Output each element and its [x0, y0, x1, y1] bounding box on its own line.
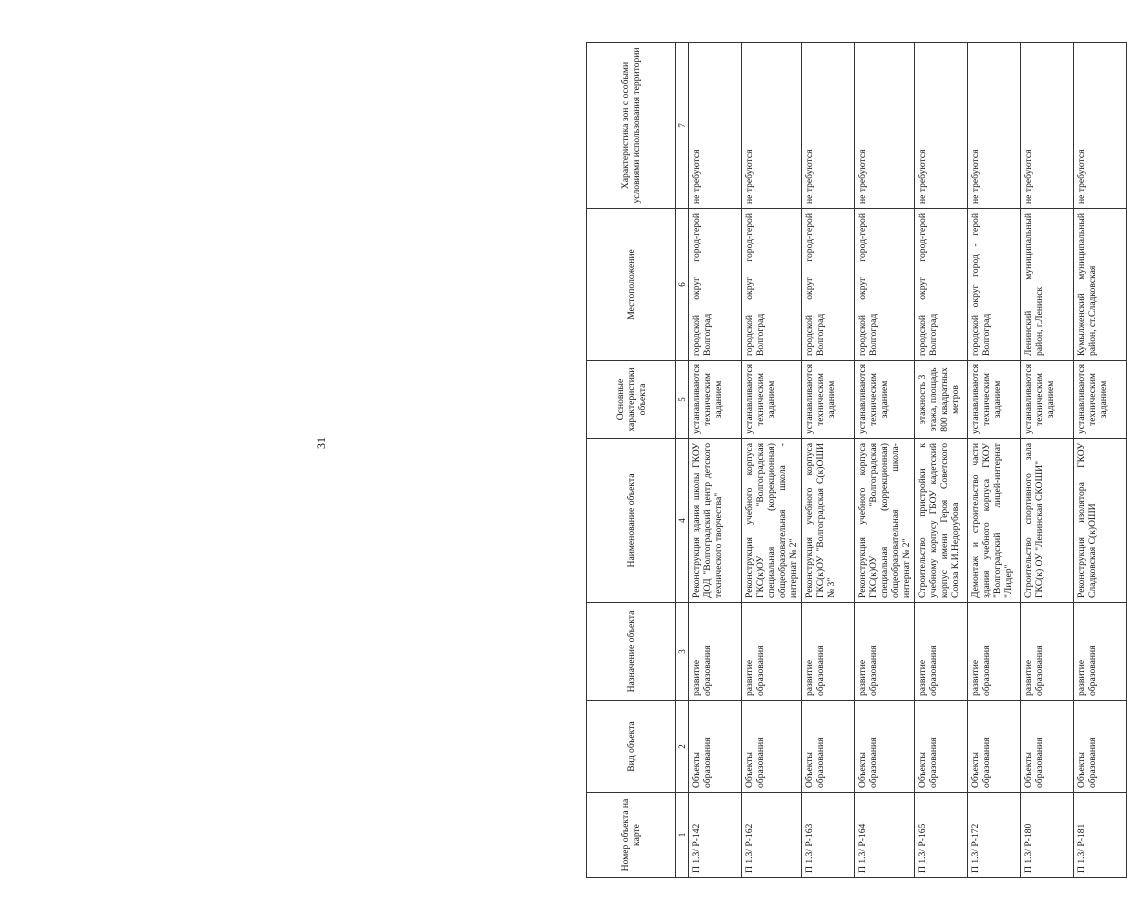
zone-characteristics: не требуются: [802, 43, 855, 209]
object-number: П 1.3/ Р-162: [742, 793, 802, 878]
column-number: 6: [676, 209, 689, 361]
object-location: городской округ город - герой Волгоград: [968, 209, 1021, 361]
object-purpose: развитие образования: [742, 603, 802, 701]
object-location: Кумылженский муниципальный район, ст.Сладковская: [1074, 209, 1127, 361]
object-type: Объекты образования: [1074, 701, 1127, 793]
column-number-row: [676, 43, 689, 878]
object-purpose: развитие образования: [1021, 603, 1074, 701]
object-type: Объекты образования: [855, 701, 915, 793]
zone-characteristics: не требуются: [968, 43, 1021, 209]
zone-characteristics: не требуются: [689, 43, 742, 209]
object-location: Ленинский муниципальный район, г.Ленинск: [1021, 209, 1074, 361]
object-type: Объекты образования: [915, 701, 968, 793]
object-characteristics: устанавливаются техническим заданием: [689, 361, 742, 439]
column-header: Основные характеристики объекта: [587, 361, 676, 439]
column-number: 4: [676, 439, 689, 603]
object-type: Объекты образования: [1021, 701, 1074, 793]
object-location: городской округ город-герой Волгоград: [802, 209, 855, 361]
table-row: [742, 43, 802, 878]
table-row: [689, 43, 742, 878]
table-row: [1021, 43, 1074, 878]
object-number: П 1.3/ Р-142: [689, 793, 742, 878]
zone-characteristics: не требуются: [915, 43, 968, 209]
object-location: городской округ город-герой Волгоград: [915, 209, 968, 361]
object-name: Реконструкция учебного корпуса ГКС(к)ОУ "Волгоградская С(к)ОШИ № 3": [802, 439, 855, 603]
objects-table: [586, 42, 1127, 878]
table-row: [855, 43, 915, 878]
column-number: 5: [676, 361, 689, 439]
object-name: Реконструкция изолятора ГКОУ Сладковская С(к)ОШИ: [1074, 439, 1127, 603]
object-purpose: развитие образования: [855, 603, 915, 701]
zone-characteristics: не требуются: [1074, 43, 1127, 209]
object-name: Демонтаж и строительство части здания учебного корпуса ГКОУ "Волгоградский лицей-интернат "Лидер": [968, 439, 1021, 603]
column-number: 2: [676, 701, 689, 793]
column-header: Наименование объекта: [587, 439, 676, 603]
table-row: [1074, 43, 1127, 878]
column-header: Номер объекта на карте: [587, 793, 676, 878]
object-location: городской округ город-герой Волгоград: [742, 209, 802, 361]
zone-characteristics: не требуются: [742, 43, 802, 209]
object-number: П 1.3/ Р-163: [802, 793, 855, 878]
object-characteristics: устанавливаются техническим заданием: [968, 361, 1021, 439]
column-header: Назначение объекта: [587, 603, 676, 701]
object-characteristics: устанавливаются техническим заданием: [855, 361, 915, 439]
header-row: [587, 43, 676, 878]
column-number: 3: [676, 603, 689, 701]
object-number: П 1.3/ Р-180: [1021, 793, 1074, 878]
column-header: Вид объекта: [587, 701, 676, 793]
object-characteristics: устанавливаются техническим заданием: [1074, 361, 1127, 439]
object-purpose: развитие образования: [802, 603, 855, 701]
column-header: Местоположение: [587, 209, 676, 361]
table-row: [915, 43, 968, 878]
object-name: Реконструкция учебного корпуса ГКС(к)ОУ "Волгоградская специальная (коррекционная) общеобразовательная школа-интернат № 2": [855, 439, 915, 603]
column-number: 1: [676, 793, 689, 878]
object-purpose: развитие образования: [968, 603, 1021, 701]
table-row: [802, 43, 855, 878]
object-purpose: развитие образования: [689, 603, 742, 701]
object-purpose: развитие образования: [1074, 603, 1127, 701]
object-type: Объекты образования: [802, 701, 855, 793]
object-characteristics: устанавливаются техническим заданием: [802, 361, 855, 439]
column-header: Характеристика зон с особыми условиями использования территории: [587, 43, 676, 209]
rotated-table-container: [586, 43, 1109, 878]
object-purpose: развитие образования: [915, 603, 968, 701]
object-name: Строительство пристройки к учебному корпусу ГБОУ кадетский корпус имени Героя Советского Союза К.И.Недорубова: [915, 439, 968, 603]
object-name: Реконструкция учебного корпуса ГКС(к)ОУ "Волгоградская специальная (коррекционная) общеобразовательная школа - интернат № 2": [742, 439, 802, 603]
object-location: городской округ город-герой Волгоград: [855, 209, 915, 361]
object-name: Реконструкция здания школы ГКОУ ДОД "Волгоградский центр детского технического творчества": [689, 439, 742, 603]
object-number: П 1.3/ Р-181: [1074, 793, 1127, 878]
object-characteristics: этажность 3 этажа, площадь 800 квадратных метров: [915, 361, 968, 439]
object-number: П 1.3/ Р-164: [855, 793, 915, 878]
object-type: Объекты образования: [968, 701, 1021, 793]
page-number: 31: [314, 437, 328, 449]
object-type: Объекты образования: [689, 701, 742, 793]
table-row: [968, 43, 1021, 878]
object-type: Объекты образования: [742, 701, 802, 793]
object-location: городской округ город-герой Волгоград: [689, 209, 742, 361]
zone-characteristics: не требуются: [855, 43, 915, 209]
zone-characteristics: не требуются: [1021, 43, 1074, 209]
object-characteristics: устанавливаются техническим заданием: [1021, 361, 1074, 439]
object-name: Строительство спортивного зала ГКС(к) ОУ "Ленинская СКОШИ": [1021, 439, 1074, 603]
object-number: П 1.3/ Р-172: [968, 793, 1021, 878]
object-characteristics: устанавливаются техническим заданием: [742, 361, 802, 439]
column-number: 7: [676, 43, 689, 209]
object-number: П 1.3/ Р-165: [915, 793, 968, 878]
